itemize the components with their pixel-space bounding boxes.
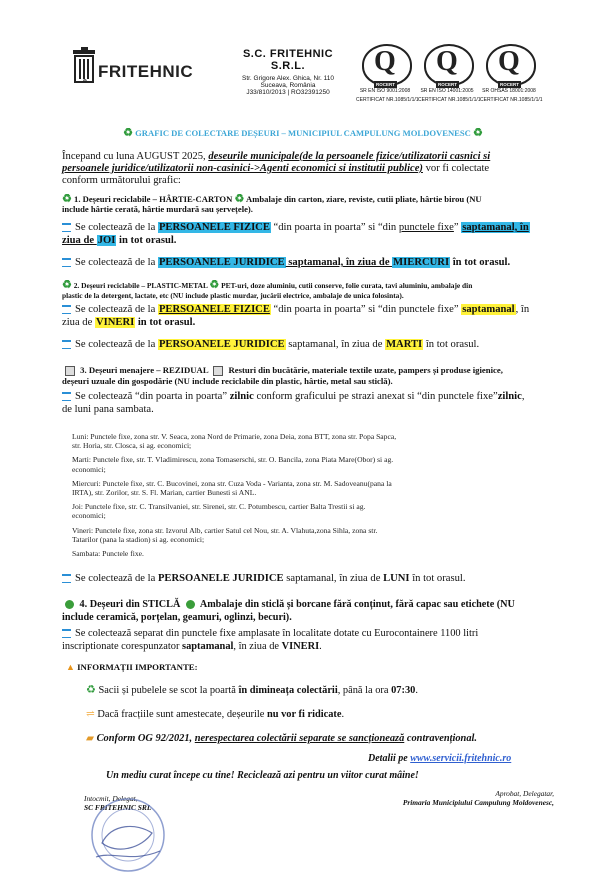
- company-address-2: Suceava, România: [260, 82, 316, 89]
- recycle-icon: ♻: [62, 279, 72, 291]
- green-dot-icon: [186, 600, 195, 609]
- rocert-badge-icon: Q ROCERT: [486, 44, 536, 86]
- section-heading: 1. Deșeuri reciclabile – HÂRTIE-CARTON: [74, 194, 233, 204]
- residual-collection: Se colectează “din poarta in poarta” zilnic conform graficului pe strazi anexat si “din punctele fixe”zilnic, de luni pana sambata.: [62, 391, 525, 415]
- recycle-icon: ♻: [473, 127, 483, 139]
- residual-bin-icon: [65, 366, 75, 376]
- schedule-friday: Vineri: Punctele fixe, zona str. Izvorul Alb, cartier Satul cel Nou, str. A. Vlahuta,zona Sihla, zona str. Tatarilor (pana la stadion) si ag. economici;: [72, 525, 378, 544]
- schedule-thursday: Joi: Punctele fixe, str. C. Transilvaniei, str. Sirenei, str. C. Potumbescu, cartier Balta Trestii si ag. economici;: [72, 502, 366, 521]
- section-glass: 4. Deșeuri din STICLĂ Ambalaje din sticlă și borcane fără conținut, fără capac sau etichete (NU include ceramică, porțelan, geamuri, oglinzi, becuri).: [62, 599, 515, 623]
- bin-icon: [62, 392, 71, 401]
- schedule-wednesday: Miercuri: Punctele fixe, str. C. Bucovinei, zona str. Cuza Voda - Varianta, zona str. M. Sadoveanu(pana la IRTA), str. Zorilor, str. S. Fl. Marian, cartier Bunesti si ANL.: [72, 478, 392, 498]
- schedule-saturday: Sambata: Punctele fixe.: [72, 549, 144, 559]
- company-stamp-icon: [82, 793, 174, 875]
- intro-text: Începand cu luna AUGUST 2025, deseurile municipale(de la persoanele fizice/utilizatorii casnici si persoanele juridice/utilizatorii non-casinici->Agenti economici si institutii publice) vor fi colectate conform următorului grafic:: [62, 151, 491, 186]
- schedule-tuesday: Marti: Punctele fixe, str. T. Vladimirescu, zona Tomaserschi, str. O. Bancila, zona Piata Mare(Obor) si ag. economici;: [72, 455, 394, 474]
- street-schedule: [72, 432, 542, 558]
- residual-companies: Se colectează de la PERSOANELE JURIDICE saptamanal, în ziua de LUNI în tot orasul.: [62, 573, 465, 584]
- cert-iso-9001: Q ROCERT SR EN ISO 9001:2008 CERTIFICAT NR.1085/1/1/1: [356, 46, 419, 103]
- company-logo: [70, 47, 205, 87]
- bin-icon: [62, 574, 71, 583]
- recycle-icon: ♻: [123, 127, 133, 139]
- bin-icon: [62, 223, 71, 232]
- section-plastic: ♻ 2. Deșeuri reciclabile – PLASTIC-METAL ♻ PET-uri, doze aluminiu, cutii conserve, folie curata, tavi aluminiu, ambalaje din plastic de la detergent, lactate, etc (NU include plastic murdar, jucării electrice, ambalaje de unica folosinta).: [62, 279, 473, 300]
- mixed-warning-icon: ⇌: [86, 709, 95, 720]
- paper-individuals: Se colectează de la PERSOANELE FIZICE “din poarta in poarta” si “din punctele fixe” saptamanal, în ziua de JOI in tot orasul.: [62, 222, 529, 246]
- rocert-badge-icon: Q ROCERT: [362, 44, 412, 86]
- plastic-individuals: Se colectează de la PERSOANELE FIZICE “din poarta in poarta” si “din punctele fixe” saptamanal, în ziua de VINERI in tot orasul.: [62, 304, 530, 328]
- recycle-icon: ♻: [86, 684, 96, 696]
- rocert-badge-icon: Q ROCERT: [424, 44, 474, 86]
- page-title: ♻ GRAFIC DE COLECTARE DEȘEURI – MUNICIPIUL CAMPULUNG MOLDOVENESC ♻: [123, 127, 483, 139]
- bin-icon: [62, 258, 71, 267]
- slogan: Un mediu curat începe cu tine! Reciclează azi pentru un viitor curat mâine!: [106, 770, 419, 781]
- info-line-2: ⇌ Dacă fracțiile sunt amestecate, deșeurile nu vor fi ridicate.: [86, 709, 345, 720]
- residual-bin-icon: [213, 366, 223, 376]
- section-heading: 2. Deșeuri reciclabile – PLASTIC-METAL: [73, 281, 208, 290]
- svg-text:e: e: [83, 78, 87, 85]
- section-residual: 3. Deșeuri menajere – REZIDUAL Resturi din bucătărie, materiale textile uzate, pampers și produse igienice, deșeuri uzuale din gospodărie (NU include reciclabile din plastic, hârtie, metal sau sticlă).: [62, 365, 503, 386]
- bin-icon: [62, 340, 71, 349]
- plastic-companies: Se colectează de la PERSOANELE JURIDICE saptamanal, în ziua de MARTI în tot orasul.: [62, 339, 479, 350]
- info-heading: ▲ INFORMAȚII IMPORTANTE:: [66, 662, 198, 672]
- details-line: Detalii pe www.servicii.fritehnic.ro: [368, 753, 512, 764]
- signature-left: Intocmit, Delegat, SC FRITEHNIC SRL: [84, 794, 152, 812]
- bin-icon: [62, 305, 71, 314]
- company-registry: J33/810/2013 | RO32391250: [246, 89, 330, 96]
- company-address-1: Str. Grigore Alex. Ghica, Nr. 110: [241, 75, 334, 82]
- trash-bin-logo-icon: [70, 47, 100, 85]
- section-heading: 3. Deșeuri menajere – REZIDUAL: [80, 365, 209, 375]
- recycle-icon: ♻: [62, 193, 72, 205]
- company-block: [228, 48, 348, 96]
- company-name: S.C. FRITEHNIC S.R.L.: [242, 48, 334, 72]
- info-line-3: ▰ Conform OG 92/2021, nerespectarea colectării separate se sancționează contravențional.: [86, 733, 478, 744]
- cert-iso-14001: Q ROCERT SR EN ISO 14001:2005 CERTIFICAT NR.1085/1/1/1: [418, 46, 481, 103]
- website-link[interactable]: www.servicii.fritehnic.ro: [410, 753, 512, 764]
- paper-companies: Se colectează de la PERSOANELE JURIDICE saptamanal, în ziua de MIERCURI în tot orasul.: [62, 257, 510, 268]
- green-dot-icon: [65, 600, 74, 609]
- warning-icon: ▲: [66, 662, 75, 672]
- recycle-icon: ♻: [234, 193, 245, 205]
- glass-collection: Se colectează separat din punctele fixe amplasate în localitate dotate cu Eurocontainere 1100 litri inscriptionate corespunzator saptamanal, în ziua de VINERI.: [62, 628, 479, 652]
- logo-text: FRITEHNIC: [98, 62, 194, 81]
- section-heading: 4. Deșeuri din STICLĂ: [79, 599, 181, 610]
- section-paper: ♻ 1. Deșeuri reciclabile – HÂRTIE-CARTON ♻ Ambalaje din carton, ziare, reviste, cutii pliate, hârtie birou (NU include hârtie cerată, hârtie murdară sau șervețele).: [62, 193, 482, 214]
- schedule-monday: Luni: Punctele fixe, zona str. V. Seaca, zona Nord de Primarie, zona Deia, zona BTT, zona str. Popa Sapca, str. Horia, str. Closca, si ag. economici;: [72, 432, 397, 451]
- document-icon: ▰: [86, 733, 94, 744]
- bin-icon: [62, 629, 71, 638]
- info-line-1: ♻ Sacii și pubelele se scot la poartă în dimineața colectării, până la ora 07:30.: [86, 684, 418, 696]
- recycle-icon: ♻: [209, 279, 220, 291]
- cert-ohsas-18001: Q ROCERT SR OHSAS 18001:2008 CERTIFICAT NR.1085/1/1/1: [480, 46, 543, 103]
- signature-right: Aprobat, Delegatar, Primaria Municipiului Campulung Moldovenesc,: [402, 789, 554, 807]
